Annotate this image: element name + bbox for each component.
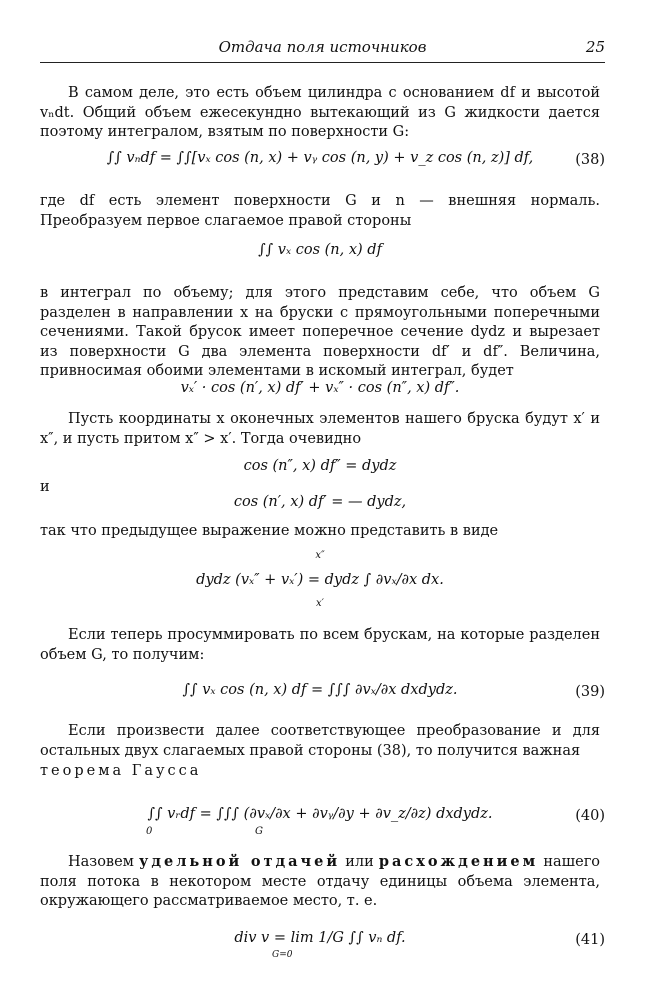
paragraph-8-e: нашего поля потока в некотором месте отдачу единицы объема элемента, окружающего рассматриваемое место, т. е. xyxy=(40,854,601,909)
paragraph-7: Если произвести далее соответствующее преобразование и для остальных двух слагаемых правой стороны (38), то получится важная xyxy=(40,723,600,759)
paragraph-8 xyxy=(40,852,600,912)
equation-41-number: (41) xyxy=(575,932,605,948)
equation-surface-integral: ∫∫ vₓ cos (n, x) df xyxy=(258,242,382,258)
running-title: Отдача поля источников xyxy=(218,38,427,56)
equation-39: ∫∫ vₓ cos (n, x) df = ∫∫∫ ∂vₓ/∂x dxdydz. xyxy=(182,682,458,698)
paragraph-1: В самом деле, это есть объем цилиндра с основанием df и высотой vₙdt. Общий объем ежесекундно вытекающий из G жидкости дается поэтому интегралом, взятым по поверхности G: xyxy=(40,85,600,140)
equation-41-limit: G=0 xyxy=(272,950,293,960)
equation-38-number: (38) xyxy=(575,152,605,168)
paragraph-5: так что предыдущее выражение можно представить в виде xyxy=(40,523,499,539)
equation-40-subscript-g: G xyxy=(255,826,263,837)
equation-contribution: vₓ′ · cos (n′, x) df′ + vₓ″ · cos (n″, x) df″. xyxy=(180,380,460,396)
page-header xyxy=(40,36,605,63)
equation-41: div v = lim 1/G ∫∫ vₙ df. xyxy=(234,930,406,946)
paragraph-4: Пусть координаты x оконечных элементов нашего бруска будут x′ и x″, и пусть притом x″ > x′. Тогда очевидно xyxy=(40,411,600,447)
page-number: 25 xyxy=(585,38,605,56)
equation-39-number: (39) xyxy=(575,684,605,700)
paragraph-2: где df есть элемент поверхности G и n — внешняя нормаль. Преобразуем первое слагаемое правой стороны xyxy=(40,193,600,229)
integral-lower-limit: x′ xyxy=(316,598,324,609)
paragraph-8-c: или xyxy=(345,854,374,870)
equation-40: ∫∫ vᵣdf = ∫∫∫ (∂vₓ/∂x + ∂vᵧ/∂y + ∂v_z/∂z) dxdydz. xyxy=(147,806,493,822)
equation-dydz: dydz (vₓ″ + vₓ′) = dydz ∫ ∂vₓ/∂x dx. xyxy=(196,572,444,588)
term-divergence: расхождением xyxy=(378,853,539,870)
gauss-theorem-title: теорема Гаусса xyxy=(40,763,202,779)
equation-38: ∫∫ vₙdf = ∫∫[vₓ cos (n, x) + vᵧ cos (n, y) + v_z cos (n, z)] df, xyxy=(106,150,534,166)
integral-upper-limit: x″ xyxy=(315,550,325,561)
equation-40-subscript-0: 0 xyxy=(146,826,153,837)
equation-cos-1: cos (n″, x) df″ = dydz xyxy=(243,458,397,474)
paragraph-3: в интеграл по объему; для этого представим себе, что объем G разделен в направлении x на бруски с прямоугольными поперечными сечениями. Такой брусок имеет поперечное сечение dydz и вырезает из поверхности G два элемента поверхности df′ и df″. Величина, привносимая обоими элементами в искомый интеграл, будет xyxy=(40,285,600,379)
equation-40-number: (40) xyxy=(575,808,605,824)
paragraph-8-a: Назовем xyxy=(68,854,134,870)
paragraph-6: Если теперь просуммировать по всем брускам, на которые разделен объем G, то получим: xyxy=(40,627,600,663)
equation-cos-2: cos (n′, x) df′ = — dydz, xyxy=(233,494,407,510)
paragraph-and: и xyxy=(40,479,50,495)
term-specific-output: удельной отдачей xyxy=(139,853,341,870)
